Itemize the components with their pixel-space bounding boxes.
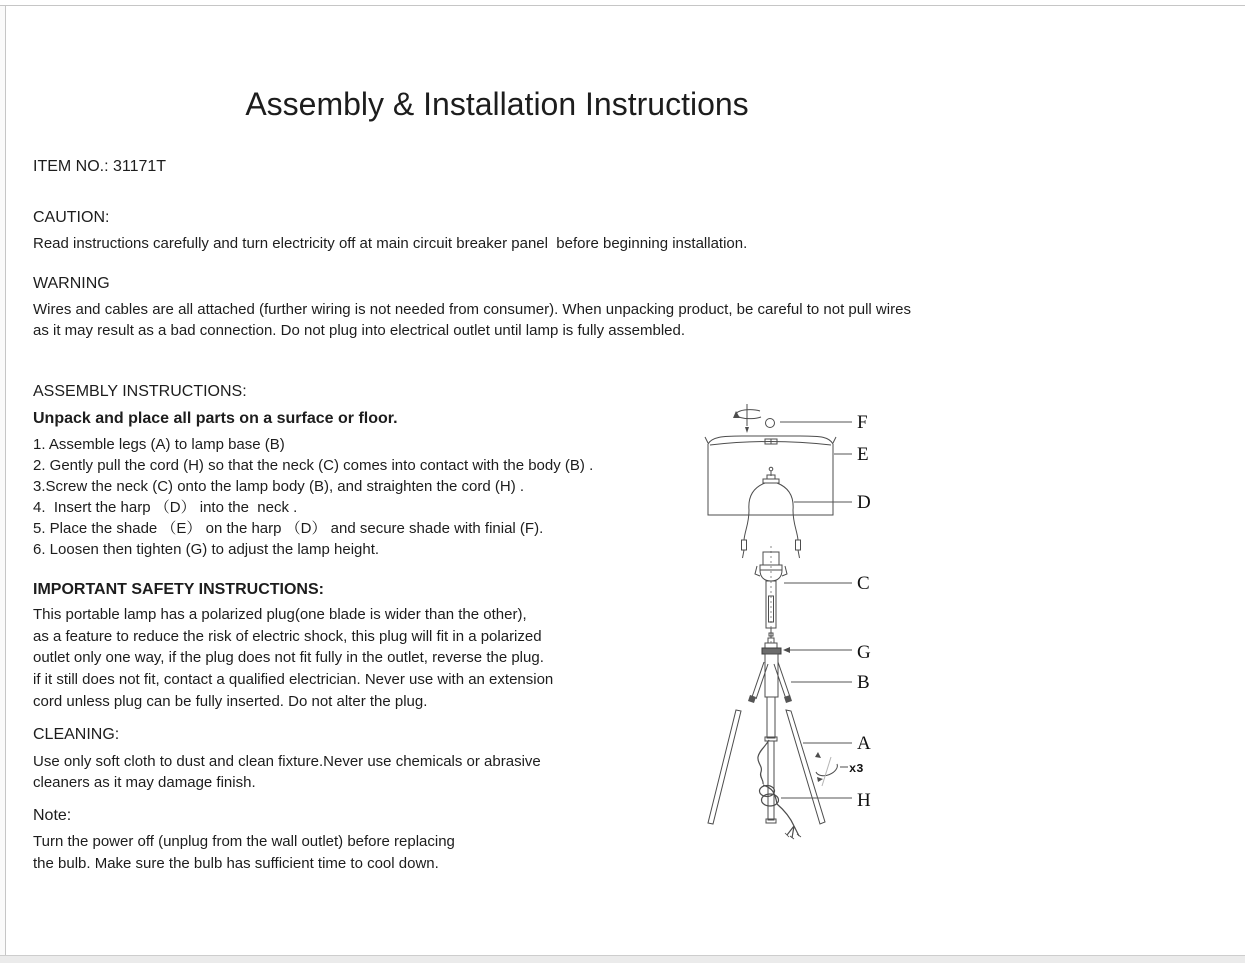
- assembly-step: 4. Insert the harp （D） into the neck .: [33, 499, 298, 516]
- safety-line: cord unless plug can be fully inserted. Do not alter the plug.: [33, 692, 428, 710]
- page-title: Assembly & Installation Instructions: [245, 86, 749, 122]
- label-c: C: [857, 573, 870, 594]
- adjustment-knob-part: [762, 638, 781, 654]
- warning-line: Wires and cables are all attached (further wiring is not needed from consumer). When unpacking product, be careful to not pull wires: [33, 301, 911, 318]
- label-g: G: [857, 642, 871, 663]
- cleaning-heading: CLEANING:: [33, 726, 120, 743]
- label-qty-x3: x3: [849, 762, 864, 776]
- assembly-step: 5. Place the shade （E） on the harp （D） and secure shade with finial (F).: [33, 520, 544, 537]
- safety-line: as a feature to reduce the risk of electric shock, this plug will fit in a polarized: [33, 627, 542, 645]
- safety-line: outlet only one way, if the plug does not fit fully in the outlet, reverse the plug.: [33, 649, 544, 667]
- note-line: the bulb. Make sure the bulb has sufficient time to cool down.: [33, 854, 439, 872]
- safety-heading: IMPORTANT SAFETY INSTRUCTIONS:: [33, 581, 324, 598]
- note-heading: Note:: [33, 807, 72, 824]
- note-line: Turn the power off (unplug from the wall outlet) before replacing: [33, 833, 455, 850]
- finial-rotation-icon: [733, 404, 761, 433]
- label-h: H: [857, 790, 871, 811]
- warning-heading: WARNING: [33, 275, 110, 292]
- note-body: [33, 831, 455, 874]
- page-border-top: [0, 5, 1245, 6]
- page-border-left: [5, 5, 6, 955]
- caution-heading: CAUTION:: [33, 209, 110, 226]
- power-cord-part: [758, 740, 801, 839]
- assembly-steps: [33, 434, 593, 560]
- lamp-assembly-diagram: [680, 400, 880, 870]
- warning-body: [33, 299, 911, 341]
- assembly-heading: ASSEMBLY INSTRUCTIONS:: [33, 383, 247, 400]
- assembly-step: 3.Screw the neck (C) onto the lamp body (B), and straighten the cord (H) .: [33, 478, 525, 495]
- socket-neck-part: [755, 546, 787, 643]
- cleaning-line: cleaners as it may damage finish.: [33, 774, 256, 791]
- assembly-subheading: Unpack and place all parts on a surface or floor.: [33, 410, 398, 427]
- warning-line: as it may result as a bad connection. Do not plug into electrical outlet until lamp is fully assembled.: [33, 322, 686, 339]
- label-e: E: [857, 444, 869, 465]
- label-b: B: [857, 672, 870, 693]
- assembly-step: 1. Assemble legs (A) to lamp base (B): [33, 436, 285, 453]
- g-arrowhead: [783, 647, 790, 653]
- harp-part: [742, 467, 801, 558]
- finial-part: [766, 419, 775, 428]
- cleaning-line: Use only soft cloth to dust and clean fixture.Never use chemicals or abrasive: [33, 753, 541, 770]
- caution-body: Read instructions carefully and turn electricity off at main circuit breaker panel before beginning installation.: [33, 235, 748, 252]
- cleaning-body: [33, 751, 541, 793]
- safety-body: [33, 604, 553, 713]
- label-d: D: [857, 492, 871, 513]
- safety-line: This portable lamp has a polarized plug(one blade is wider than the other),: [33, 606, 527, 623]
- label-a: A: [857, 733, 871, 754]
- safety-line: if it still does not fit, contact a qualified electrician. Never use with an extension: [33, 671, 554, 689]
- item-number: ITEM NO.: 31171T: [33, 158, 167, 175]
- label-f: F: [857, 412, 868, 433]
- leader-lines: [780, 422, 852, 798]
- assembly-step: 6. Loosen then tighten (G) to adjust the lamp height.: [33, 541, 380, 558]
- assembly-step: 2. Gently pull the cord (H) so that the neck (C) comes into contact with the body (B) .: [33, 457, 594, 474]
- screw-rotation-icon: [815, 752, 848, 786]
